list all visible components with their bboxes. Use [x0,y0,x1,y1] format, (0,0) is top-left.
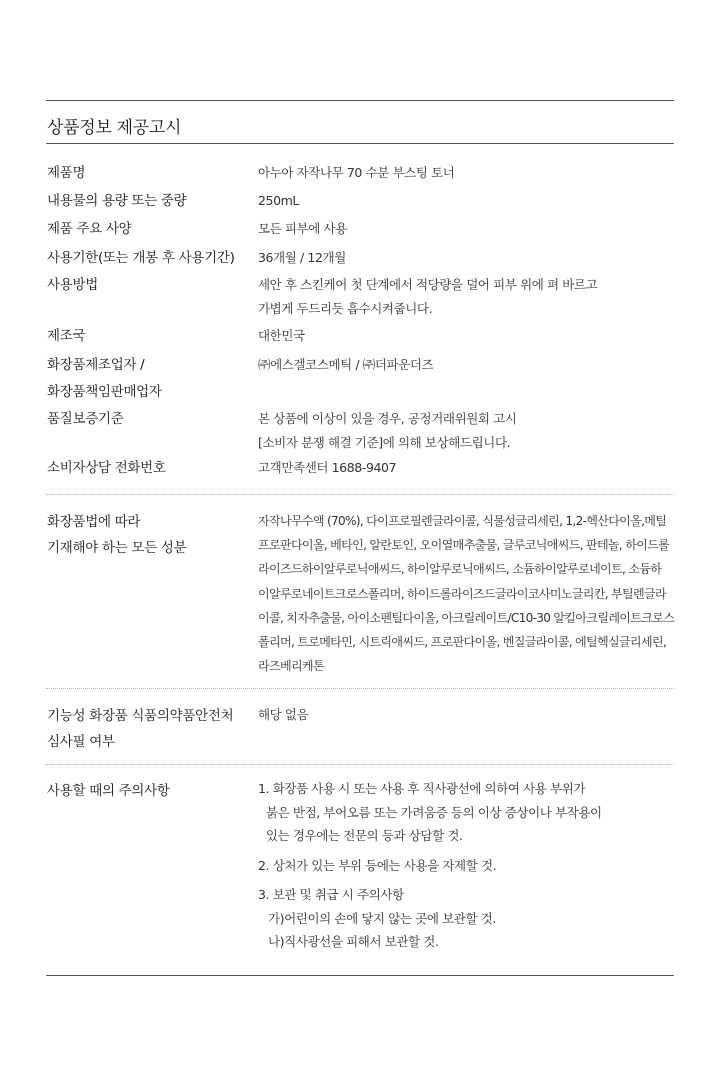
approval-value: 해당 없음 [258,707,309,722]
row-value-expiry: 36개월 / 12개월 [258,250,346,265]
caution-line: 2. 상처가 있는 부위 등에는 사용을 자제할 것. [258,857,497,873]
title-divider [46,143,674,144]
row-value-usage [258,273,597,321]
ingredient-line: 폴리머, 트로메타민, 시트릭애씨드, 프로판다이올, 벤질글라이콜, 에틸헥실글리세린, [258,635,666,650]
value-line: 본 상품에 이상이 있을 경우, 공정거래위원회 고시 [258,411,517,426]
row-label-country: 제조국 [47,328,86,344]
caution-item [258,777,602,848]
label-line: 화장품법에 따라 [47,514,141,530]
row-label-expiry: 사용기한(또는 개봉 후 사용기간) [47,250,235,266]
bottom-rule [46,975,674,976]
ingredient-line: 라즈베리케톤 [258,659,324,674]
row-label-quality: 품질보증기준 [47,411,124,427]
row-value-product-name: 아누아 자작나무 70 수분 부스팅 토너 [258,165,455,180]
section-divider [46,494,674,495]
ingredients-label [47,509,186,561]
section-divider [46,688,674,689]
label-line: 기능성 화장품 식품의약품안전처 [47,708,234,724]
ingredient-line: 이콜, 치자추출물, 아이소펜틸다이올, 아크릴레이트/C10-30 알킬아크릴레이트크로스 [258,610,675,625]
caution-line: 붉은 반점, 부어오름 또는 가려움증 등의 이상 증상이나 부작용이 [266,804,602,820]
page-title: 상품정보 제공고시 [47,118,182,138]
row-label-product-name: 제품명 [47,165,86,181]
top-rule [46,100,674,101]
section-divider [46,764,674,765]
row-label-manufacturer [47,353,162,404]
label-line: 기재해야 하는 모든 성분 [47,540,187,556]
caution-line: 3. 보관 및 취급 시 주의사항 [258,887,404,902]
value-line: 가볍게 두드리듯 흡수시켜줍니다. [258,301,433,316]
label-line: 화장품제조업자 / [47,357,145,373]
value-line: [소비자 분쟁 해결 기준]에 의해 보상해드립니다. [258,435,511,450]
value-line: 세안 후 스킨케어 첫 단계에서 적당량을 덜어 피부 위에 펴 바르고 [258,277,598,292]
caution-item [258,854,602,878]
label-line: 심사필 여부 [47,734,115,750]
ingredient-line: 프로판다이올, 베타인, 알란토인, 오이열매추출물, 글루코닉애씨드, 판테놀, 하이드롤 [258,538,670,553]
caution-line: 있는 경우에는 전문의 등과 상담할 것. [266,828,463,843]
row-value-country: 대한민국 [258,328,305,343]
approval-label [47,703,233,755]
caution-line: 가)어린이의 손에 닿지 않는 곳에 보관할 것. [268,910,496,926]
row-label-volume: 내용물의 용량 또는 중량 [47,193,187,209]
row-label-spec: 제품 주요 사양 [47,221,132,237]
row-label-contact: 소비자상담 전화번호 [47,460,166,476]
row-value-manufacturer: ㈜에스겔코스메틱 / ㈜더파운더즈 [258,357,434,372]
ingredient-line: 이알루로네이트크로스폴리머, 하이드롤라이즈드글라이코사미노글리칸, 부틸렌글라 [258,586,666,601]
ingredient-line: 라이즈드하이알루로닉애씨드, 하이알루로닉애씨드, 소듐하이알루로네이트, 소듐하 [258,562,662,577]
row-value-volume: 250mL [258,193,299,208]
cautions-label: 사용할 때의 주의사항 [47,783,170,799]
caution-line: 1. 화장품 사용 시 또는 사용 후 직사광선에 의하여 사용 부위가 [258,781,586,796]
row-value-quality [258,407,517,455]
row-value-spec: 모든 피부에 사용 [258,221,347,236]
ingredients-list [258,509,674,678]
caution-line: 나)직사광선을 피해서 보관할 것. [268,934,439,949]
row-value-contact: 고객만족센터 1688-9407 [258,460,397,475]
ingredient-line: 자작나무수액 (70%), 다이프로필렌글라이콜, 식물성글리세린, 1,2-헥산다이올,메틸 [258,514,667,528]
row-label-usage: 사용방법 [47,277,98,293]
caution-item [258,883,602,954]
cautions-list [258,777,602,954]
label-line: 화장품책임판매업자 [47,384,162,400]
